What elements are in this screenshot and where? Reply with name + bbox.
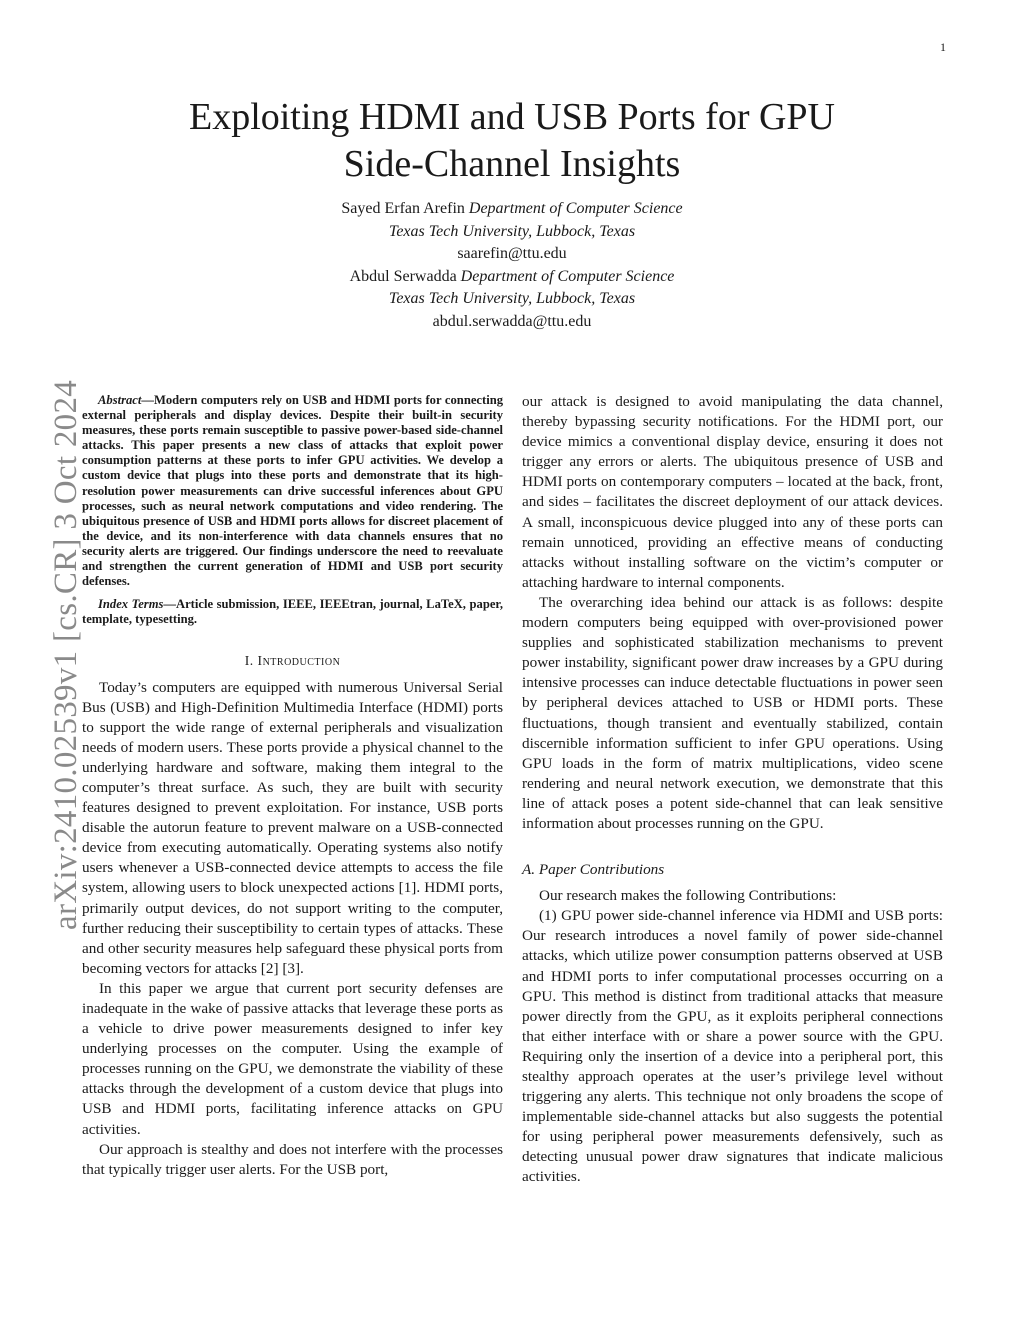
- section-heading-introduction: [82, 651, 503, 671]
- author-1-affiliation: Texas Tech University, Lubbock, Texas: [388, 222, 636, 240]
- intro-paragraph-2: In this paper we argue that current port security defenses are inadequate in the wake of passive attacks that leverage these ports as a vehicle to drive power measurements designed to infer key underlying processes on the computer. Using the example of processes running on the GPU, we demonstrate the viability of these attacks through the development of a custom device that plugs into USB and HDMI ports, facilitating inference attacks on GPU activities.: [82, 979, 503, 1138]
- left-column: [82, 392, 503, 1180]
- author-block: [0, 198, 1024, 333]
- title-line-1: Exploiting HDMI and USB Ports for GPU: [188, 96, 836, 138]
- page-number: 1: [940, 40, 946, 54]
- abstract-text: Modern computers rely on USB and HDMI ports for connecting external peripherals and display devices. Despite their built-in security measures, these ports remain susceptible to passive power-based side-channel attacks. This paper presents a new class of attacks that exploit power consumption patterns at these ports to infer GPU activities. We develop a custom device that plugs into these ports and demonstrate that its high-resolution power measurements can drive successful inferences about GPU processes, such as neural network computations and video rendering. The ubiquitous presence of USB and HDMI ports allows for discreet placement of the device, and its non-interference with data channels ensures that no security alerts are triggered. Our findings underscore the need to reevaluate and strengthen the current generation of HDMI and USB port security defenses.: [82, 393, 503, 589]
- author-1-department: Department of Computer Science: [468, 200, 683, 217]
- subsection-label: A.: [522, 861, 536, 879]
- abstract-label: Abstract: [98, 393, 142, 407]
- contribution-1: (1) GPU power side-channel inference via HDMI and USB ports: Our research introduces a novel family of power side-channel attacks, which utilize power consumption patterns observed at USB and HDMI ports to infer computational processes occurring on a GPU. This method is distinct from traditional attacks that measure power directly from the GPU, as it exploits peripheral connections that either interface with or share a power source with the GPU. Requiring only the insertion of a device into a peripheral port, this stealthy approach operates at the user’s privilege level without triggering any alerts. This technique not only broadens the scope of implementable side-channel attacks but also suggests the potential for using peripheral power measurements defensively, such as detecting unusual power draw signatures that indicate malicious activities.: [522, 907, 943, 1186]
- title-line-2: Side-Channel Insights: [343, 143, 681, 185]
- arxiv-stamp[interactable]: arXiv:2410.02539v1 [cs.CR] 3 Oct 2024: [48, 379, 84, 930]
- intro-paragraph-4: The overarching idea behind our attack is as follows: despite modern computers being equipped with over-provisioned power supplies and sophisticated stabilization mechanisms to prevent power instability, significant power draw increases by a GPU during intensive processes can induce detectable fluctuations in power seen by peripheral devices attached to USB or HDMI ports. These fluctuations, though transient and eventually stabilized, contain discernible information sufficient to infer GPU operations. Using GPU loads in the form of matrix multiplications, video scene rendering and neural network execution, we demonstrate that this line of attack poses a potent side-channel that can leak sensitive information about processes running on the GPU.: [522, 593, 943, 832]
- author-2-department: Department of Computer Science: [460, 267, 675, 285]
- right-column: [522, 392, 943, 1188]
- section-number: I.: [244, 653, 254, 669]
- intro-paragraph-1: Today’s computers are equipped with numerous Universal Serial Bus (USB) and High-Definition Multimedia Interface (HDMI) ports to support the wide range of external peripherals and visualization needs of modern users. These ports provide a physical channel to the underlying hardware and software, making them integral to the computer’s threat surface. As such, they are built with security features designed to prevent exploitation. For instance, USB ports disable the autorun feature to prevent malware on a USB-connected device from executing automatically. Operating systems also notify users whenever a USB-connected device attempts to access the file system, allowing users to block unexpected actions [1]. HDMI ports, primarily output devices, do not support writing to the computer, further reducing their susceptibility to certain types of attacks. These and other security measures help safeguard these physical ports from becoming vectors for attacks [2] [3].: [82, 678, 503, 977]
- contributions-intro: Our research makes the following Contributions:: [539, 887, 837, 905]
- author-1-name: Sayed Erfan Arefin: [341, 200, 465, 217]
- author-2-email[interactable]: abdul.serwadda@ttu.edu: [432, 312, 592, 330]
- author-1-email[interactable]: saarefin@ttu.edu: [457, 245, 567, 262]
- index-terms: Index Terms—Article submission, IEEE, IEEEtran, journal, LaTeX, paper, template, typesetting.: [82, 597, 503, 627]
- author-2-line: [0, 266, 1024, 289]
- abstract: Abstract—Modern computers rely on USB and HDMI ports for connecting external peripherals and display devices. Despite their built-in security measures, these ports remain susceptible to passive power-based side-channel attacks. This paper presents a new class of attacks that exploit power consumption patterns at these ports to infer GPU activities. We develop a custom device that plugs into these ports and demonstrate that its high-resolution power measurements can drive successful inferences about GPU processes, such as neural network computations and video rendering. The ubiquitous presence of USB and HDMI ports allows for discreet placement of the device, and its non-interference with data channels ensures that no security alerts are triggered. Our findings underscore the need to reevaluate and strengthen the current generation of HDMI and USB port security defenses.: [82, 393, 503, 589]
- subsection-heading-contributions: [522, 860, 943, 880]
- intro-paragraph-3: Our approach is stealthy and does not interfere with the processes that typically trigger user alerts. For the USB port,: [82, 1140, 503, 1178]
- index-terms-text: Article submission, IEEE, IEEEtran, journal, LaTeX, paper, template, typesetting.: [82, 597, 503, 627]
- author-2-affiliation: Texas Tech University, Lubbock, Texas: [388, 290, 636, 307]
- index-terms-label: Index Terms: [98, 597, 164, 612]
- section-title: Introduction: [257, 653, 341, 669]
- subsection-title: Paper Contributions: [538, 861, 665, 879]
- paper-title: [0, 94, 1024, 188]
- author-2-name: Abdul Serwadda: [349, 267, 457, 285]
- intro-paragraph-3-continued: our attack is designed to avoid manipulating the data channel, thereby bypassing security notifications. For the HDMI port, our device mimics a conventional display device, ensuring it does not trigger any errors or alerts. The ubiquitous presence of USB and HDMI ports on contemporary computers – located at the back, front, and sides – facilitates the discreet deployment of our attack devices. A small, inconspicuous device plugged into any of these ports can remain unnoticed, providing an effective means of conducting attacks without installing software on the victim’s computer or attaching hardware to internal components.: [522, 393, 943, 591]
- author-1-line: [0, 198, 1024, 221]
